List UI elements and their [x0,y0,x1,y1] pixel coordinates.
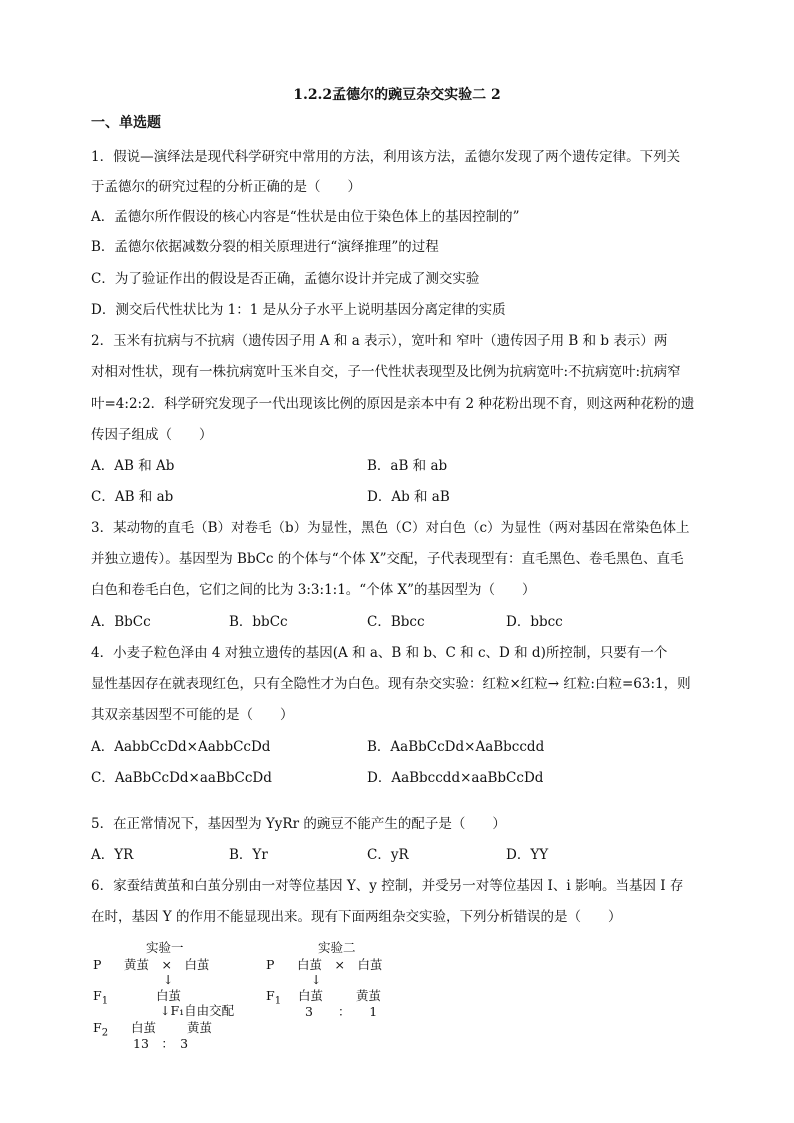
exp1-f2-ratio: 13 ： 3 [133,1036,189,1051]
q1-option-a: A．孟德尔所作假设的核心内容是“性状是由位于染色体上的基因控制的” [91,209,520,225]
exp2-p-label: P [266,957,275,972]
q5-option-a: A．YR [91,847,134,863]
q1-stem-line1: 1．假说—演绎法是现代科学研究中常用的方法，利用该方法，孟德尔发现了两个遗传定律。下列关 [91,149,681,165]
q3-stem-line1: 3．某动物的直毛（B）对卷毛（b）为显性，黑色（C）对白色（c）为显性（两对基因在常染色体上 [91,520,690,536]
q2-stem-line3: 叶=4:2:2．科学研究发现子一代出现该比例的原因是亲本中有 2 种花粉出现不育，则这两种花粉的遗 [91,396,695,412]
exp2-f1-yellow: 黄茧 [356,988,382,1003]
q4-stem-line2: 显性基因存在就表现红色，只有全隐性才为白色。现有杂交实验：红粒×红粒→ 红粒:白粒=63:1，则 [91,676,691,692]
q5-stem-line1: 5．在正常情况下，基因型为 YyRr 的豌豆不能产生的配子是（ ） [91,816,506,832]
page-title: 1.2.2孟德尔的豌豆杂交实验二 2 [293,87,501,103]
exp2-f1-label: $F_1$ [266,988,282,1007]
exp1-selfing-note: ↓F₁自由交配 [160,1003,235,1018]
q3-option-c: C．Bbcc [367,614,425,630]
q2-option-a: A．AB 和 Ab [91,458,175,474]
exp1-f2-white: 白茧 [131,1020,157,1035]
exp1-parents: 黄茧 × 白茧 [124,957,210,972]
section-heading: 一、单选题 [91,115,161,131]
q2-stem-line4: 传因子组成（ ） [91,427,213,443]
exp1-arrow-down-icon: ↓ [163,972,174,987]
exp2-parents: 白茧 × 白茧 [297,957,383,972]
q2-option-c: C．AB 和 ab [91,489,174,505]
q1-option-d: D．测交后代性状比为 1：1 是从分子水平上说明基因分离定律的实质 [91,302,506,318]
q2-stem-line2: 对相对性状，现有一株抗病宽叶玉米自交，子一代性状表现型及比例为抗病宽叶:不抗病宽叶:抗病窄 [91,364,681,380]
q5-option-c: C．yR [367,847,409,863]
q3-option-b: B．bbCc [229,614,288,630]
exp2-f1-white: 白茧 [298,988,324,1003]
exp2-f1-ratio: 3 ： 1 [305,1004,378,1019]
q4-option-d: D．AaBbccdd×aaBbCcDd [367,770,544,786]
q2-option-d: D．Ab 和 aB [367,489,450,505]
exp1-f2-yellow: 黄茧 [187,1020,213,1035]
q1-option-b: B．孟德尔依据减数分裂的相关原理进行“演绎推理”的过程 [91,239,439,255]
q4-option-a: A．AabbCcDd×AabbCcDd [91,739,271,755]
q3-option-a: A．BbCc [91,614,151,630]
q4-stem-line3: 其双亲基因型不可能的是（ ） [91,707,294,723]
q4-option-b: B．AaBbCcDd×AaBbccdd [367,739,545,755]
q5-option-d: D．YY [506,847,549,863]
q2-stem-line1: 2．玉米有抗病与不抗病（遗传因子用 A 和 a 表示），宽叶和 窄叶（遗传因子用 B 和 b 表示）两 [91,333,668,349]
exp1-title: 实验一 [146,940,184,955]
q5-option-b: B．Yr [229,847,268,863]
q3-stem-line2: 并独立遗传）。基因型为 BbCc 的个体与“个体 X”交配，子代表现型有：直毛黑色、卷毛黑色、直毛 [91,551,684,567]
q1-option-c: C．为了验证作出的假设是否正确，孟德尔设计并完成了测交实验 [91,271,480,287]
exp2-arrow-down-icon: ↓ [311,972,322,987]
q4-option-c: C．AaBbCcDd×aaBbCcDd [91,770,272,786]
q1-stem-line2: 于孟德尔的研究过程的分析正确的是（ ） [91,179,361,195]
exp2-title: 实验二 [318,940,356,955]
exp1-f1-result: 白茧 [156,988,182,1003]
exp1-p-label: P [93,957,102,972]
exp1-f1-label: $F_1$ [93,988,109,1007]
exp1-f2-label: $F_2$ [93,1020,109,1039]
q4-stem-line1: 4．小麦子粒色泽由 4 对独立遗传的基因(A 和 a、B 和 b、C 和 c、D 和 d)所控制，只要有一个 [91,645,668,661]
q3-option-d: D．bbcc [506,614,563,630]
q6-stem-line1: 6．家蚕结黄茧和白茧分别由一对等位基因 Y、y 控制，并受另一对等位基因 I、i 影响。当基因 I 存 [91,878,684,894]
q3-stem-line3: 白色和卷毛白色，它们之间的比为 3:3:1:1。“个体 X”的基因型为（ ） [91,582,536,598]
q2-option-b: B．aB 和 ab [367,458,448,474]
q6-stem-line2: 在时，基因 Y 的作用不能显现出来。现有下面两组杂交实验，下列分析错误的是（ ） [91,909,622,925]
